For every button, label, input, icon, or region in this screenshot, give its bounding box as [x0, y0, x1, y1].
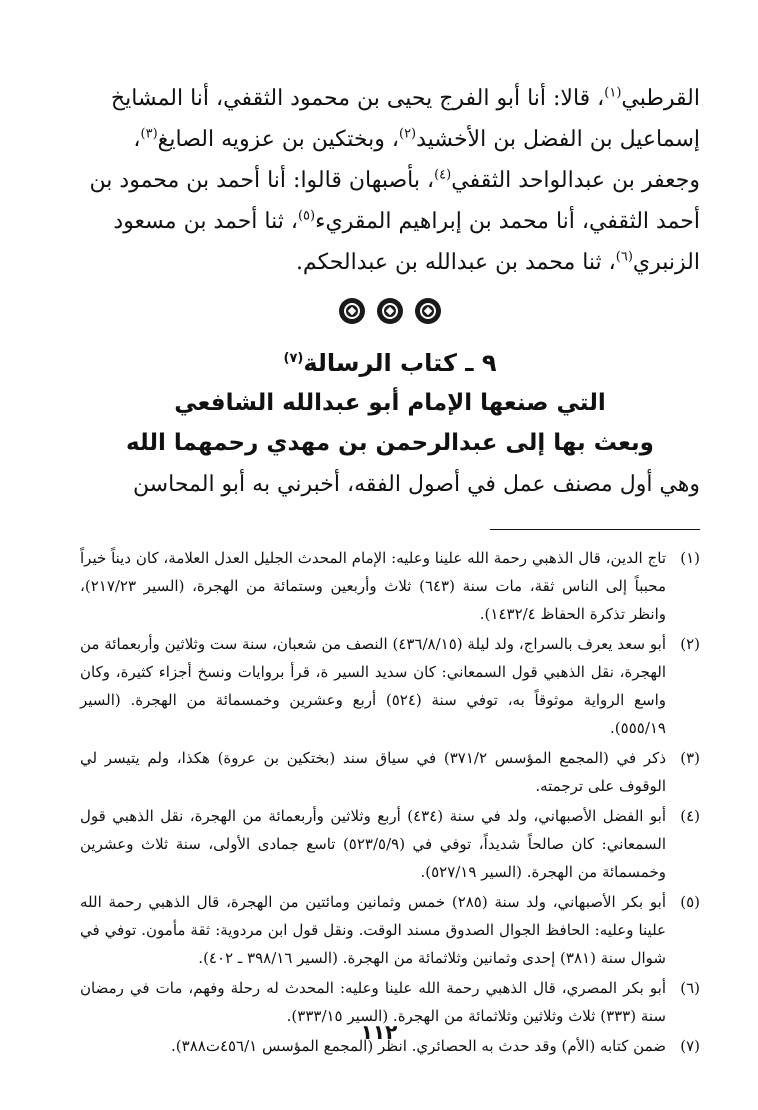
- main-text-segment: ،: [133, 127, 141, 152]
- footnote-text: أبو بكر الأصبهاني، ولد سنة (٢٨٥) خمس وثمانين ومائتين من الهجرة، قال الذهبي رحمة الله علينا وعليه: الحافظ الجوال الصدوق مسند الوقت. ونقل قول ابن مردوية: ثقة مأمون. توفي في شوال سنة (٣٨١) إحدى وثمانين وثلاثمائة من الهجرة. (السير ٣٩٨/١٦ ـ ٤٠٢).: [80, 893, 666, 967]
- footnote-text: ضمن كتابه (الأم) وقد حدث به الحصائري. انظر (المجمع المؤسس ٤٥٦/١ت٣٨٨).: [171, 1037, 666, 1055]
- footnote-ref: (٧): [283, 351, 304, 366]
- footnote-number: (٥): [680, 893, 700, 911]
- page-number: ١١٢: [360, 1020, 398, 1044]
- footnote: [80, 802, 700, 886]
- footnote: [80, 744, 700, 800]
- footnote-number: (٧): [680, 1037, 700, 1055]
- main-line: [80, 201, 700, 242]
- footnote-separator-wrap: [80, 505, 700, 544]
- main-text-segment: ، ثنا أحمد بن مسعود: [113, 209, 298, 234]
- footnote-separator: [490, 529, 700, 530]
- footnote-ref: (٢): [398, 126, 417, 142]
- main-text-segment: ، قالا: أنا أبو الفرج يحيى بن محمود الثقفي، أنا المشايخ: [110, 86, 605, 111]
- footnote: [80, 544, 700, 628]
- main-text-segment: ، بأصبهان قالوا: أنا أحمد بن محمود بن: [89, 168, 435, 193]
- ornament-icon: [377, 298, 403, 324]
- main-text-segment: أحمد الثقفي، أنا محمد بن إبراهيم المقريء: [315, 209, 700, 234]
- footnotes: [80, 544, 700, 1060]
- main-paragraph: [80, 78, 700, 283]
- main-line: [80, 160, 700, 201]
- footnote-number: (٦): [680, 979, 700, 997]
- main-text-segment: إسماعيل بن الفضل بن الأخشيد: [416, 127, 700, 152]
- main-text-segment: ، وبختكين بن عزويه الصايغ: [157, 127, 399, 152]
- footnote-text: أبو بكر المصري، قال الذهبي رحمة الله علينا وعليه: المحدث له رحلة وفهم، مات في رمضان سنة (٣٣٣) ثلاث وثلاثين وثلاثمائة من الهجرة. (السير ٣٣٣/١٥).: [80, 979, 666, 1025]
- footnote: [80, 630, 700, 742]
- footnote-number: (١): [680, 549, 700, 567]
- ornament-divider: [80, 291, 700, 331]
- main-text-segment: القرطبي: [621, 86, 700, 111]
- section-title: [80, 343, 700, 383]
- footnote-number: (٣): [680, 749, 700, 767]
- footnote-text: ذكر في (المجمع المؤسس ٣٧١/٢) في سياق سند (بختكين بن عروة) هكذا، ولم يتيسر لي الوقوف على ترجمته.: [80, 749, 667, 795]
- section-title-text: ٩ ـ كتاب الرسالة: [303, 349, 497, 377]
- main-line: [80, 119, 700, 160]
- section-subtitle: وبعث بها إلى عبدالرحمن بن مهدي رحمهما الله: [126, 430, 654, 456]
- footnote-ref: (٥): [297, 208, 316, 224]
- ornament-icon: [339, 298, 365, 324]
- main-text-segment: ، ثنا محمد بن عبدالله بن عبدالحكم.: [295, 250, 616, 275]
- main-line: [80, 242, 700, 283]
- footnote: [80, 888, 700, 972]
- footnote-ref: (١): [604, 85, 622, 101]
- footnote-number: (٤): [680, 807, 700, 825]
- book-page: [80, 78, 700, 1078]
- main-text-segment: الزنبري: [632, 250, 700, 275]
- section-intro: وهي أول مصنف عمل في أصول الفقه، أخبرني به أبو المحاسن: [132, 472, 700, 497]
- footnote-text: أبو سعد يعرف بالسراج، ولد ليلة (٤٣٦/٨/١٥) النصف من شعبان، سنة ست وثلاثين وأربعمائة من الهجرة، نقل الذهبي قول السمعاني: كان سديد السير ة، قرأ بروايات ونسخ أجزاء كثيرة، وكان واسع الرواية موثوقاً به، توفي سنة (٥٢٤) أربع وعشرين وخمسمائة من الهجرة. (السير ٥٥٥/١٩).: [80, 635, 667, 737]
- main-line: [80, 78, 700, 119]
- footnote-number: (٢): [680, 635, 700, 653]
- footnote-text: أبو الفضل الأصبهاني، ولد في سنة (٤٣٤) أربع وثلاثين وأربعمائة من الهجرة، نقل الذهبي قول السمعاني: كان صالحاً شديداً، توفي في (٥٢٣/٥/٩) تاسع جمادى الأولى، سنة ثلاث وعشرين وخمسمائة من الهجرة. (السير ٥٢٧/١٩).: [80, 807, 666, 881]
- section-subtitle: التي صنعها الإمام أبو عبدالله الشافعي: [174, 390, 606, 416]
- footnote-ref: (٦): [615, 249, 633, 265]
- footnote-text: تاج الدين، قال الذهبي رحمة الله علينا وعليه: الإمام المحدث الجليل العدل العلامة، كان ديناً خيراً محبباً إلى الناس ثقة، مات سنة (٦٤٣) ثلاث وأربعين وستمائة من الهجرة، (السير ٢١٧/٢٣)، وانظر تذكرة الحفاظ ١٤٣٢/٤).: [80, 549, 666, 623]
- footnote-ref: (٤): [434, 167, 452, 183]
- ornament-icon: [415, 298, 441, 324]
- main-text-segment: وجعفر بن عبدالواحد الثقفي: [451, 168, 700, 193]
- footnote-ref: (٣): [140, 126, 158, 142]
